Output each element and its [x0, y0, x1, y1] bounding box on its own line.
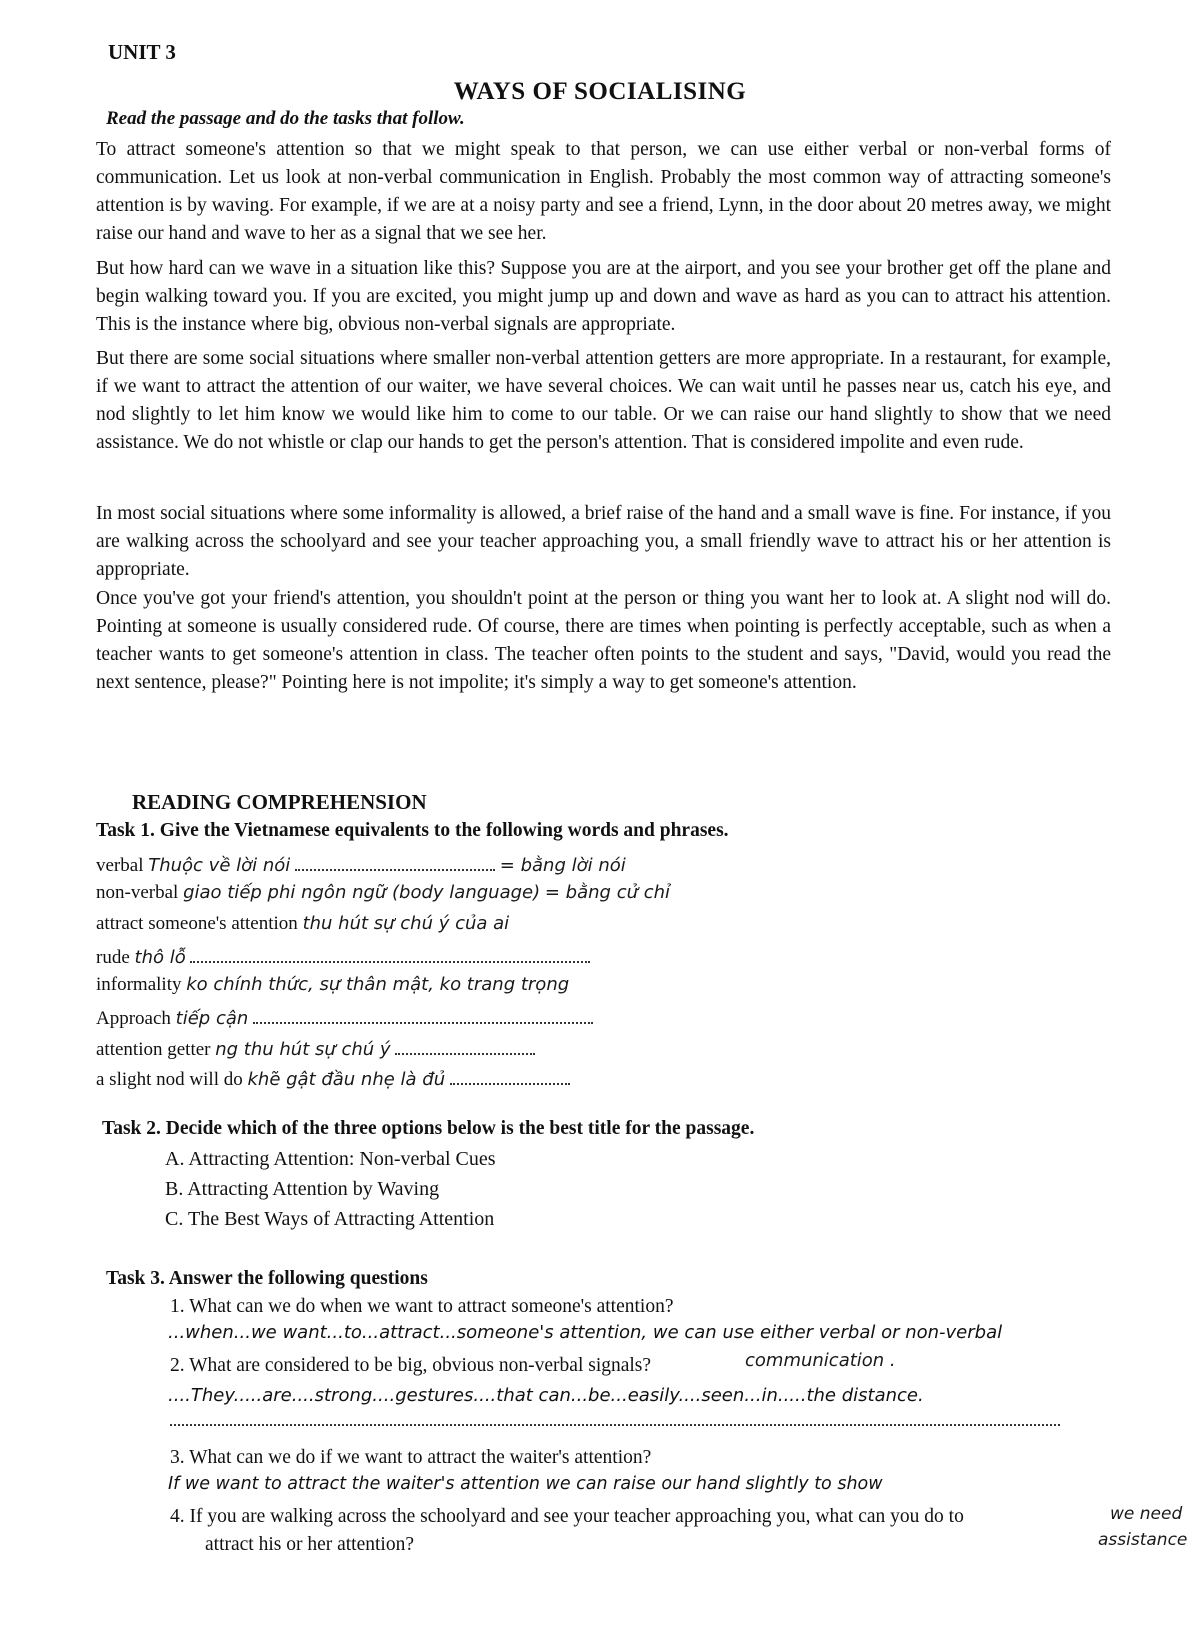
passage-paragraph-4: In most social situations where some informality is allowed, a brief raise of the hand and a small wave is fine. For instance, if you are walking across the schoolyard and see your teacher approaching you, a small friendly wave to attract his or her attention is appropriate. — [96, 503, 1111, 580]
task2-option-b: B. Attracting Attention by Waving — [165, 1178, 440, 1200]
dotted-line — [450, 1065, 570, 1085]
task3-answer-3-continued: we need — [1110, 1504, 1183, 1524]
task1-answer: khẽ gật đầu nhẹ là đủ — [247, 1069, 446, 1090]
task3-answer-3-end: assistance — [1098, 1530, 1188, 1550]
task3-answer-2: ....They.....are....strong....gestures....that can...be...easily....seen...in.....the distance. — [168, 1385, 924, 1406]
task1-row-verbal — [96, 851, 1146, 879]
task1-row-rude — [96, 943, 1146, 971]
task3-question-1: 1. What can we do when we want to attract someone's attention? — [170, 1296, 674, 1317]
task3-answer-3: If we want to attract the waiter's attention we can raise our hand slightly to show — [168, 1474, 883, 1494]
task1-row-informality — [96, 974, 1146, 1002]
task1-answer: thu hút sự chú ý của ai — [302, 913, 510, 934]
dotted-line — [253, 1004, 593, 1024]
instruction: Read the passage and do the tasks that follow. — [106, 108, 465, 129]
task1-heading: Task 1. Give the Vietnamese equivalents to the following words and phrases. — [96, 820, 729, 841]
unit-label: UNIT 3 — [108, 40, 176, 64]
task1-answer: thô lỗ — [134, 947, 186, 968]
task1-row-attract — [96, 913, 1146, 941]
task1-answer: tiếp cận — [175, 1008, 249, 1029]
task2-option-c: C. The Best Ways of Attracting Attention — [165, 1208, 495, 1230]
task1-row-approach — [96, 1004, 1146, 1032]
passage-paragraph-5: Once you've got your friend's attention, you shouldn't point at the person or thing you want her to look at. A slight nod will do. Pointing at someone is usually considered rude. Of course, there are times when pointing is perfectly acceptable, such as when a teacher wants to get someone's attention in class. The teacher often points to the student and says, "David, would you read the next sentence, please?" Pointing here is not impolite; it's simply a way to get someone's attention. — [96, 588, 1111, 693]
task1-term: attention getter — [96, 1039, 211, 1060]
task1-note: = bằng lời nói — [499, 855, 626, 876]
task1-answer: giao tiếp phi ngôn ngữ (body language) — [183, 882, 541, 903]
task1-answer: Thuộc về lời nói — [148, 855, 291, 876]
task2-option-a: A. Attracting Attention: Non-verbal Cues — [165, 1148, 496, 1170]
task1-term: attract someone's attention — [96, 913, 298, 934]
dotted-line — [295, 851, 495, 871]
task3-question-2: 2. What are considered to be big, obvious non-verbal signals? — [170, 1355, 652, 1376]
passage-paragraph-2: But how hard can we wave in a situation like this? Suppose you are at the airport, and you see your brother get off the plane and begin walking toward you. If you are excited, you might jump up and down and wave as hard as you can to attract his attention. This is the instance where big, obvious non-verbal signals are appropriate. — [96, 258, 1111, 335]
passage-paragraph-1: To attract someone's attention so that we might speak to that person, we can use either verbal or non-verbal forms of communication. Let us look at non-verbal communication in English. Probably the most common way of attracting someone's attention is by waving. For example, if we are at a noisy party and see a friend, Lynn, in the door about 20 metres away, we might raise our hand and wave to her as a signal that we see her. — [96, 139, 1111, 244]
passage-paragraph-3: But there are some social situations where smaller non-verbal attention getters are more appropriate. In a restaurant, for example, if we want to attract the attention of our waiter, we have several choices. We can wait until he passes near us, catch his eye, and nod slightly to let him know we would like him to come to our table. Or we can raise our hand slightly to show that we need assistance. We do not whistle or clap our hands to get the person's attention. That is considered impolite and even rude. — [96, 348, 1111, 453]
task1-answer: ko chính thức, sự thân mật, ko trang trọng — [186, 974, 570, 995]
task2-heading: Task 2. Decide which of the three options below is the best title for the passage. — [102, 1118, 755, 1139]
task1-row-slight-nod — [96, 1065, 1146, 1093]
task1-answer: ng thu hút sự chú ý — [215, 1039, 391, 1060]
task1-term: non-verbal — [96, 882, 179, 903]
task3-question-4-continued: attract his or her attention? — [205, 1534, 414, 1555]
task1-term: informality — [96, 974, 182, 995]
dotted-line — [170, 1422, 1060, 1426]
task1-term: a slight nod will do — [96, 1069, 243, 1090]
task1-note: = bằng cử chỉ — [544, 882, 671, 903]
dotted-line — [395, 1035, 535, 1055]
task1-term: verbal — [96, 855, 144, 876]
task3-answer-1: ...when...we want...to...attract...someone's attention, we can use either verbal or non-verbal — [168, 1322, 1003, 1343]
task1-row-attention-getter — [96, 1035, 1146, 1063]
task1-term: rude — [96, 947, 130, 968]
dotted-line — [190, 943, 590, 963]
reading-comprehension-heading: READING COMPREHENSION — [132, 790, 427, 814]
page-title: WAYS OF SOCIALISING — [453, 78, 747, 105]
task1-row-non-verbal — [96, 882, 1146, 910]
task3-question-4: 4. If you are walking across the schoolyard and see your teacher approaching you, what can you do to — [170, 1506, 964, 1527]
task3-heading: Task 3. Answer the following questions — [106, 1268, 428, 1289]
task1-term: Approach — [96, 1008, 171, 1029]
task3-question-3: 3. What can we do if we want to attract the waiter's attention? — [170, 1447, 652, 1468]
task3-answer-1-continued: communication . — [745, 1350, 896, 1371]
